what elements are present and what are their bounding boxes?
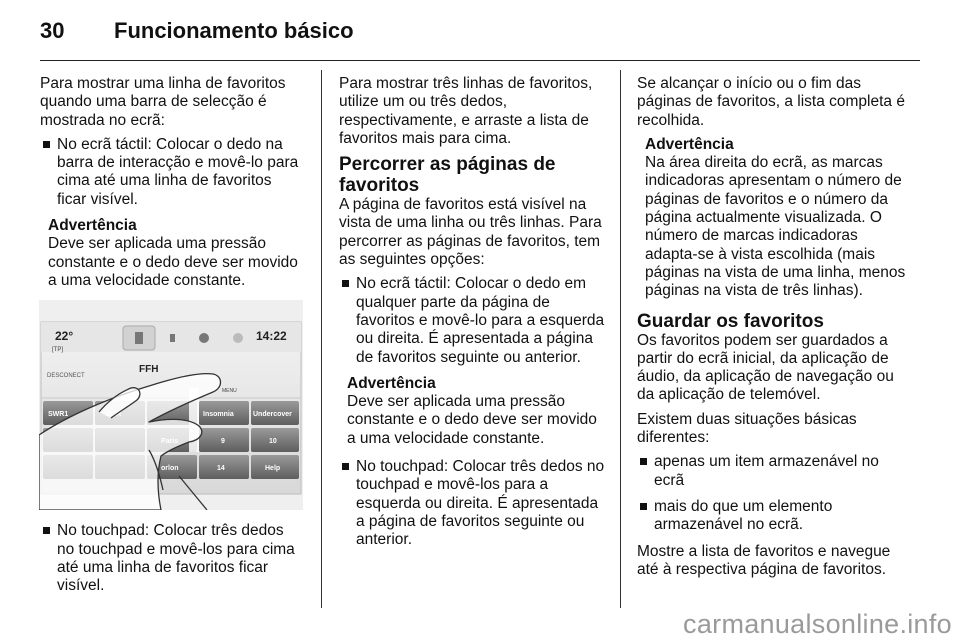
paragraph: Para mostrar uma linha de favoritos quando uma barra de selecção é mostrada no ecrã: bbox=[40, 75, 286, 129]
nav-icon bbox=[199, 333, 209, 343]
note bbox=[339, 375, 607, 448]
note-title: Advertência bbox=[645, 135, 734, 153]
note-text: Deve ser aplicada uma pressão constante e o dedo deve ser movido a uma velocidade constante. bbox=[48, 235, 298, 289]
column-1 bbox=[40, 75, 305, 603]
paragraph: Se alcançar o início ou o fim das páginas de favoritos, a lista completa é recolhida. bbox=[637, 75, 905, 129]
fav-button: Help bbox=[265, 465, 281, 473]
screen-time: 14:22 bbox=[256, 329, 287, 344]
page-number: 30 bbox=[40, 18, 65, 43]
fav-button: 10 bbox=[269, 438, 277, 446]
screen-menu: MENU bbox=[222, 388, 237, 395]
note bbox=[40, 217, 305, 290]
header-divider bbox=[40, 60, 920, 61]
note-title: Advertência bbox=[48, 217, 137, 235]
watermark: carmanualsonline.info bbox=[683, 609, 952, 639]
list-item: No touchpad: Colocar três dedos no touchpad e movê-los para cima até uma linha de favoritos ficar visível. bbox=[40, 522, 305, 595]
screen-left-label: DESCONECT bbox=[47, 373, 85, 380]
section-heading: Guardar os favoritos bbox=[637, 310, 824, 332]
screen-station: FFH bbox=[139, 364, 159, 376]
screen-tp: [TP] bbox=[52, 347, 64, 354]
paragraph: Mostre a lista de favoritos e navegue até à respectiva página de favoritos. bbox=[637, 542, 891, 578]
paragraph: Existem duas situações básicas diferentes: bbox=[637, 410, 857, 447]
column-divider-1 bbox=[321, 70, 322, 608]
fav-button: 9 bbox=[221, 438, 225, 446]
fav-button: SWR1 bbox=[48, 411, 69, 419]
list-item: No touchpad: Colocar três dedos no touchpad e movê-los para a esquerda ou direita. É apresentada a página de favoritos seguinte ou anterior. bbox=[339, 458, 607, 549]
screen-temp: 22° bbox=[55, 329, 74, 344]
music-icon bbox=[135, 332, 143, 344]
list-item: No ecrã táctil: Colocar o dedo em qualquer parte da página de favoritos e movê-lo para a esquerda ou direita. É apresentada a página de favoritos seguinte ou anterior. bbox=[339, 275, 607, 366]
fav-button: Undercover bbox=[253, 411, 292, 419]
paragraph: A página de favoritos está visível na vista de uma linha ou três linhas. Para percorrer as páginas de favoritos, tem as seguintes opções: bbox=[339, 196, 602, 269]
list-item: No ecrã táctil: Colocar o dedo na barra de interacção e movê-lo para cima até uma linha de favoritos ficar visível. bbox=[40, 136, 305, 209]
list-item: apenas um item armazenável no ecrã bbox=[637, 453, 909, 490]
list-item: mais do que um elemento armazenável no ecrã. bbox=[637, 498, 909, 535]
note-text: Na área direita do ecrã, as marcas indicadoras apresentam o número de páginas de favoritos e o número da página actualmente visualizada. O número de marcas indicadoras adapta-se à vista escolhida (mais páginas na vista de uma linha, menos páginas na vista de três linhas). bbox=[645, 154, 906, 300]
fav-button: Insomnia bbox=[203, 411, 234, 419]
fav-button: orlon bbox=[161, 465, 179, 473]
page-title: Funcionamento básico bbox=[114, 18, 354, 43]
touchscreen-photo bbox=[39, 300, 303, 510]
column-divider-2 bbox=[620, 70, 621, 608]
column-3 bbox=[637, 75, 909, 585]
paragraph: Os favoritos podem ser guardados a partir do ecrã inicial, da aplicação de áudio, da aplicação de navegação ou da aplicação de telemóvel. bbox=[637, 331, 894, 404]
settings-icon bbox=[233, 333, 243, 343]
fav-button: 14 bbox=[217, 465, 225, 473]
column-2 bbox=[339, 75, 607, 558]
note-text: Deve ser aplicada uma pressão constante e o dedo deve ser movido a uma velocidade constante. bbox=[347, 393, 597, 447]
note-title: Advertência bbox=[347, 374, 436, 392]
section-heading: Percorrer as páginas de favoritos bbox=[339, 154, 556, 197]
phone-icon bbox=[170, 334, 175, 342]
paragraph: Para mostrar três linhas de favoritos, utilize um ou três dedos, respectivamente, e arraste a lista de favoritos mais para cima. bbox=[339, 75, 593, 147]
note bbox=[637, 136, 909, 301]
